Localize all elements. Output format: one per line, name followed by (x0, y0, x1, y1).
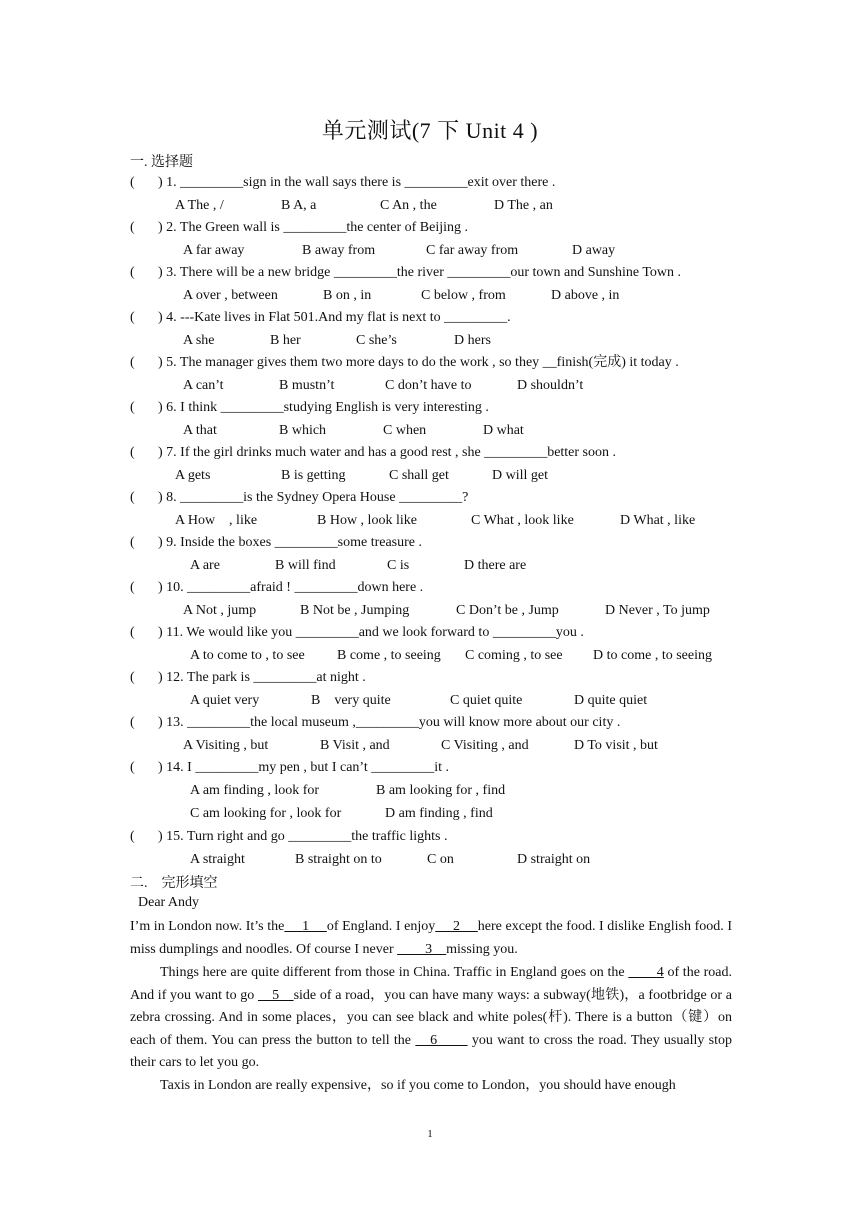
option-d: D To visit , but (574, 738, 658, 753)
option-b: B which (279, 423, 327, 438)
paragraph-text: side of a road，you can have many ways: a subway(地铁)，a footbridge or a zebra crossing. And in some places，you can see black and white poles(杆). There is a button（键）on each of them. You can press the button to tell the (130, 987, 733, 1048)
option-c: C when (383, 423, 427, 438)
option-d: D away (572, 243, 616, 258)
option-b: B A, a (281, 198, 317, 213)
question-2 (130, 218, 468, 238)
option-a: A can’t (183, 378, 224, 393)
question-10 (130, 578, 423, 598)
answer-paren: ( (130, 715, 135, 730)
paragraph-text: Things here are quite different from those in China. Traffic in England goes on the (160, 965, 629, 980)
question-stem: ) 10. _________afraid ! _________down here . (158, 580, 424, 595)
blank-2: 2 (435, 919, 478, 934)
option-b: B am looking for , find (376, 783, 506, 798)
option-b: B straight on to (295, 852, 382, 867)
question-11 (130, 623, 584, 643)
page-number: 1 (427, 1128, 433, 1140)
option-c: C am looking for , look for (190, 806, 342, 821)
answer-paren: ( (130, 490, 135, 505)
option-b: B How , look like (317, 513, 417, 528)
question-stem: ) 4. ---Kate lives in Flat 501.And my flat is next to _________. (158, 310, 511, 325)
section-heading-choice: 一. 选择题 (130, 155, 193, 170)
paragraph-text: of England. I enjoy (326, 919, 436, 934)
option-c: C quiet quite (450, 693, 523, 708)
question-stem: ) 6. I think _________studying English is very interesting . (158, 400, 489, 415)
option-b: B very quite (311, 693, 391, 708)
option-c: C below , from (421, 288, 506, 303)
option-c: C An , the (380, 198, 437, 213)
answer-paren: ( (130, 175, 135, 190)
question-stem: ) 15. Turn right and go _________the traffic lights . (158, 829, 448, 844)
option-a: A are (190, 558, 220, 573)
option-b: B Not be , Jumping (300, 603, 410, 618)
option-d: D shouldn’t (517, 378, 584, 393)
paragraph-text: I’m in London now. It’s the (130, 919, 285, 934)
question-6 (130, 398, 489, 418)
option-b: B will find (275, 558, 336, 573)
option-c: C coming , to see (465, 648, 563, 663)
option-b: B is getting (281, 468, 346, 483)
section-heading-cloze: 二. 完形填空 (130, 876, 218, 891)
question-stem: ) 14. I _________my pen , but I can’t _________it . (158, 760, 449, 775)
option-d: D straight on (517, 852, 591, 867)
answer-paren: ( (130, 400, 135, 415)
question-14 (130, 758, 449, 778)
answer-paren: ( (130, 829, 135, 844)
letter-paragraph-1 (130, 916, 732, 961)
answer-paren: ( (130, 760, 135, 775)
option-d: D What , like (620, 513, 696, 528)
option-a: A Not , jump (183, 603, 257, 618)
question-7 (130, 443, 616, 463)
answer-paren: ( (130, 310, 135, 325)
option-a: A to come to , to see (190, 648, 305, 663)
page-title: 单元测试(7 下 Unit 4 ) (321, 118, 539, 143)
question-13 (130, 713, 620, 733)
option-c: C on (427, 852, 454, 867)
option-b: B her (270, 333, 301, 348)
option-a: A How , like (175, 513, 258, 528)
answer-paren: ( (130, 445, 135, 460)
option-b: B mustn’t (279, 378, 335, 393)
question-9 (130, 533, 422, 553)
option-d: D am finding , find (385, 806, 493, 821)
option-d: D will get (492, 468, 548, 483)
question-stem: ) 11. We would like you _________and we look forward to _________you . (158, 625, 584, 640)
option-a: A straight (190, 852, 245, 867)
question-stem: ) 13. _________the local museum ,_________you will know more about our city . (158, 715, 621, 730)
answer-paren: ( (130, 625, 135, 640)
question-stem: ) 9. Inside the boxes _________some treasure . (158, 535, 422, 550)
question-stem: ) 3. There will be a new bridge _________the river _________our town and Sunshine Town . (158, 265, 682, 280)
option-c: C is (387, 558, 410, 573)
blank-4: 4 (628, 965, 664, 980)
answer-paren: ( (130, 535, 135, 550)
question-12 (130, 668, 366, 688)
option-c: C she’s (356, 333, 397, 348)
option-d: D to come , to seeing (593, 648, 712, 663)
option-d: D Never , To jump (605, 603, 710, 618)
paragraph-text: you want to cross the road. They usually stop their cars to let you go. (130, 1032, 732, 1071)
question-1 (130, 173, 555, 193)
question-3 (130, 263, 681, 283)
question-15 (130, 827, 447, 847)
option-b: B away from (302, 243, 376, 258)
option-b: B on , in (323, 288, 372, 303)
option-c: C shall get (389, 468, 449, 483)
option-d: D The , an (494, 198, 553, 213)
option-c: C far away from (426, 243, 519, 258)
question-4 (130, 308, 511, 328)
option-c: C don’t have to (385, 378, 472, 393)
option-a: A over , between (183, 288, 278, 303)
letter-greeting: Dear Andy (138, 895, 200, 910)
question-stem: ) 2. The Green wall is _________the center of Beijing . (158, 220, 468, 235)
question-8 (130, 488, 468, 508)
option-a: A Visiting , but (183, 738, 269, 753)
option-d: D quite quiet (574, 693, 648, 708)
blank-5: 5 (257, 987, 294, 1003)
answer-paren: ( (130, 355, 135, 370)
option-a: A quiet very (190, 693, 260, 708)
question-5 (130, 353, 679, 373)
option-c: C Don’t be , Jump (456, 603, 559, 618)
question-stem: ) 8. _________is the Sydney Opera House _________? (158, 490, 469, 505)
option-c: C What , look like (471, 513, 574, 528)
option-a: A gets (175, 468, 211, 483)
answer-paren: ( (130, 580, 135, 595)
option-d: D there are (464, 558, 527, 573)
option-d: D above , in (551, 288, 620, 303)
option-d: D hers (454, 333, 491, 348)
paragraph-text: missing you. (446, 941, 518, 957)
blank-1: 1 (284, 919, 327, 934)
answer-paren: ( (130, 265, 135, 280)
paragraph-text: of the road. And if you want to go (130, 965, 732, 1003)
blank-6: 6 (415, 1032, 468, 1048)
option-a: A The , / (175, 198, 224, 213)
option-b: B Visit , and (320, 738, 390, 753)
option-b: B come , to seeing (337, 648, 441, 663)
paragraph-text: here except the food. I dislike English food. I miss dumplings and noodles. Of course I never (130, 919, 733, 957)
question-stem: ) 7. If the girl drinks much water and has a good rest , she _________better soon . (158, 445, 617, 460)
question-stem: ) 5. The manager gives them two more days to do the work , so they __finish(完成) it today . (158, 355, 679, 370)
question-stem: ) 1. _________sign in the wall says there is _________exit over there . (158, 175, 556, 190)
blank-3: 3 (397, 941, 447, 957)
letter-paragraph-3: Taxis in London are really expensive，so if you come to London，you should have enough (160, 1078, 676, 1093)
answer-paren: ( (130, 220, 135, 235)
option-a: A that (183, 423, 217, 438)
option-a: A am finding , look for (190, 783, 320, 798)
letter-paragraph-2 (130, 962, 732, 1075)
option-d: D what (483, 423, 524, 438)
question-stem: ) 12. The park is _________at night . (158, 670, 366, 685)
answer-paren: ( (130, 670, 135, 685)
option-a: A she (183, 333, 215, 348)
option-c: C Visiting , and (441, 738, 529, 753)
option-a: A far away (183, 243, 245, 258)
